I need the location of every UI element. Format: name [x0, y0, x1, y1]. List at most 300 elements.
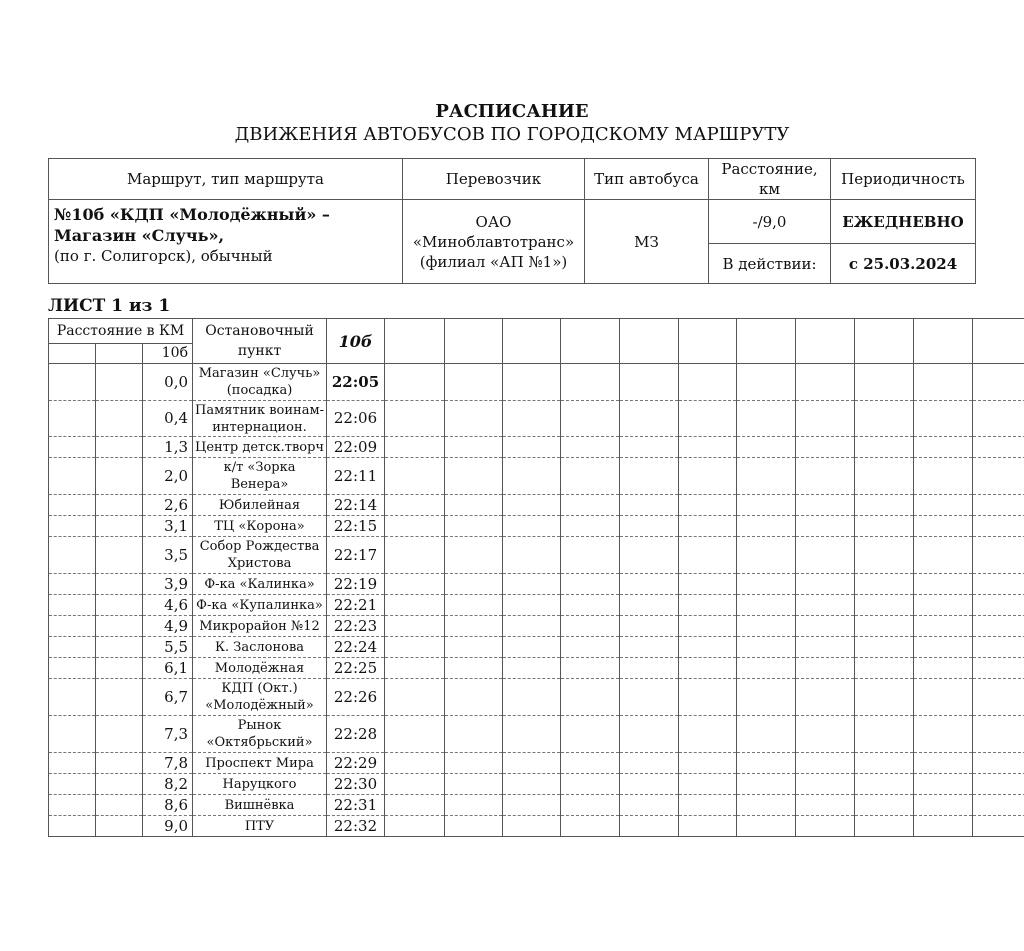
empty-trip-cell: [503, 753, 561, 774]
empty-trip-cell: [445, 658, 503, 679]
empty-distance-cell: [96, 495, 143, 516]
departure-time-cell: 22:32: [327, 816, 385, 837]
empty-trip-cell: [503, 716, 561, 753]
empty-distance-cell: [96, 401, 143, 437]
empty-trip-cell: [385, 816, 445, 837]
distance-km-header: Расстояние в КМ: [49, 319, 193, 344]
empty-trip-cell: [855, 795, 914, 816]
route-name-line2: Магазин «Случь»,: [54, 226, 225, 245]
empty-trip-cell: [737, 616, 796, 637]
empty-trip-cell: [796, 716, 855, 753]
empty-trip-cell: [973, 537, 1024, 574]
empty-trip-cell: [385, 401, 445, 437]
empty-trip-cell: [679, 679, 737, 716]
empty-trip-cell: [385, 658, 445, 679]
empty-trip-cell: [385, 716, 445, 753]
empty-trip-cell: [385, 516, 445, 537]
stop-name-cell: Молодёжная: [193, 658, 327, 679]
empty-trip-cell: [855, 401, 914, 437]
empty-trip-cell: [855, 516, 914, 537]
empty-distance-cell: [96, 574, 143, 595]
empty-trip-cell: [796, 516, 855, 537]
empty-trip-cell: [914, 437, 973, 458]
table-row: [49, 716, 1024, 753]
empty-distance-cell: [96, 816, 143, 837]
empty-trip-cell: [973, 595, 1024, 616]
stop-name-cell: Микрорайон №12: [193, 616, 327, 637]
empty-trip-cell: [679, 753, 737, 774]
departure-time-cell: 22:05: [327, 364, 385, 401]
table-row: [49, 679, 1024, 716]
table-row: [49, 774, 1024, 795]
stop-column-header: Остановочный пункт: [193, 319, 327, 364]
departure-time-cell: 22:21: [327, 595, 385, 616]
empty-trip-cell: [385, 753, 445, 774]
empty-trip-cell: [679, 516, 737, 537]
empty-trip-cell: [503, 458, 561, 495]
trip-column-header: [561, 319, 620, 364]
km-cell: 3,9: [143, 574, 193, 595]
empty-trip-cell: [973, 437, 1024, 458]
table-row: [49, 574, 1024, 595]
stop-name-cell: Рынок «Октябрьский»: [193, 716, 327, 753]
table-row: [49, 516, 1024, 537]
trip-column-header: [503, 319, 561, 364]
empty-trip-cell: [679, 495, 737, 516]
empty-trip-cell: [445, 574, 503, 595]
departure-time-cell: 22:09: [327, 437, 385, 458]
empty-trip-cell: [503, 816, 561, 837]
trip-column-header: [385, 319, 445, 364]
empty-trip-cell: [679, 458, 737, 495]
empty-trip-cell: [796, 816, 855, 837]
empty-trip-cell: [855, 753, 914, 774]
stop-name-cell: Наруцкого: [193, 774, 327, 795]
empty-trip-cell: [973, 658, 1024, 679]
empty-trip-cell: [796, 537, 855, 574]
empty-trip-cell: [385, 616, 445, 637]
carrier-line1: ОАО: [475, 212, 512, 231]
empty-trip-cell: [855, 364, 914, 401]
trip-column-header: [914, 319, 973, 364]
empty-trip-cell: [445, 537, 503, 574]
empty-trip-cell: [620, 795, 679, 816]
empty-trip-cell: [855, 637, 914, 658]
table-row: [49, 637, 1024, 658]
empty-trip-cell: [855, 774, 914, 795]
stop-name-cell: Магазин «Случь» (посадка): [193, 364, 327, 401]
empty-trip-cell: [855, 616, 914, 637]
empty-trip-cell: [620, 401, 679, 437]
document-title: РАСПИСАНИЕ: [435, 101, 589, 122]
empty-distance-cell: [49, 637, 96, 658]
empty-trip-cell: [796, 364, 855, 401]
bus-type-cell: МЗ: [585, 200, 709, 284]
empty-trip-cell: [385, 595, 445, 616]
empty-trip-cell: [737, 774, 796, 795]
trip-column-header: [796, 319, 855, 364]
route-name-line1: №10б «КДП «Молодёжный» –: [54, 205, 330, 224]
empty-trip-cell: [914, 516, 973, 537]
km-cell: 0,0: [143, 364, 193, 401]
empty-trip-cell: [737, 401, 796, 437]
empty-trip-cell: [914, 679, 973, 716]
empty-trip-cell: [503, 495, 561, 516]
km-cell: 5,5: [143, 637, 193, 658]
empty-trip-cell: [796, 637, 855, 658]
empty-trip-cell: [914, 795, 973, 816]
empty-trip-cell: [914, 495, 973, 516]
km-cell: 0,4: [143, 401, 193, 437]
stop-name-cell: Памятник воинам-интернацион.: [193, 401, 327, 437]
empty-trip-cell: [679, 658, 737, 679]
empty-distance-cell: [49, 574, 96, 595]
empty-trip-cell: [503, 658, 561, 679]
km-cell: 4,6: [143, 595, 193, 616]
empty-trip-cell: [620, 516, 679, 537]
empty-trip-cell: [503, 364, 561, 401]
empty-distance-cell: [49, 537, 96, 574]
schedule-table: [48, 318, 1024, 837]
table-row: [49, 437, 1024, 458]
carrier-cell: [403, 200, 585, 284]
empty-trip-cell: [385, 795, 445, 816]
empty-trip-cell: [973, 458, 1024, 495]
km-cell: 1,3: [143, 437, 193, 458]
empty-distance-cell: [96, 658, 143, 679]
empty-distance-cell: [96, 595, 143, 616]
km-cell: 9,0: [143, 816, 193, 837]
empty-distance-cell: [49, 595, 96, 616]
stop-name-cell: Ф-ка «Купалинка»: [193, 595, 327, 616]
empty-distance-cell: [96, 537, 143, 574]
table-row: [49, 658, 1024, 679]
empty-distance-cell: [96, 753, 143, 774]
departure-time-cell: 22:30: [327, 774, 385, 795]
trip-column-header: [855, 319, 914, 364]
empty-trip-cell: [561, 495, 620, 516]
empty-trip-cell: [503, 774, 561, 795]
empty-trip-cell: [445, 495, 503, 516]
empty-trip-cell: [855, 537, 914, 574]
stop-name-cell: КДП (Окт.) «Молодёжный»: [193, 679, 327, 716]
empty-trip-cell: [620, 437, 679, 458]
in-effect-date: с 25.03.2024: [831, 244, 976, 284]
empty-trip-cell: [503, 401, 561, 437]
empty-trip-cell: [561, 816, 620, 837]
empty-trip-cell: [561, 364, 620, 401]
route-info-table: [48, 158, 976, 284]
empty-trip-cell: [914, 716, 973, 753]
empty-trip-cell: [620, 537, 679, 574]
empty-trip-cell: [620, 658, 679, 679]
empty-trip-cell: [855, 458, 914, 495]
empty-trip-cell: [973, 364, 1024, 401]
empty-trip-cell: [561, 637, 620, 658]
empty-trip-cell: [679, 595, 737, 616]
empty-distance-cell: [96, 716, 143, 753]
empty-trip-cell: [503, 637, 561, 658]
empty-trip-cell: [679, 795, 737, 816]
km-cell: 7,3: [143, 716, 193, 753]
empty-trip-cell: [503, 537, 561, 574]
empty-distance-cell: [96, 637, 143, 658]
empty-trip-cell: [679, 816, 737, 837]
empty-distance-cell: [49, 437, 96, 458]
empty-distance-cell: [49, 795, 96, 816]
empty-trip-cell: [914, 458, 973, 495]
km-cell: 2,0: [143, 458, 193, 495]
trip-column-header: [737, 319, 796, 364]
km-cell: 3,1: [143, 516, 193, 537]
empty-trip-cell: [385, 679, 445, 716]
empty-trip-cell: [679, 537, 737, 574]
empty-trip-cell: [855, 595, 914, 616]
empty-trip-cell: [561, 537, 620, 574]
empty-trip-cell: [796, 495, 855, 516]
carrier-line2: «Миноблавтотранс»: [412, 232, 575, 251]
empty-trip-cell: [620, 364, 679, 401]
empty-distance-cell: [96, 795, 143, 816]
distance-subcol-header: [49, 344, 96, 364]
empty-trip-cell: [561, 401, 620, 437]
empty-trip-cell: [385, 637, 445, 658]
empty-trip-cell: [445, 679, 503, 716]
departure-time-cell: 22:14: [327, 495, 385, 516]
empty-distance-cell: [96, 616, 143, 637]
km-cell: 8,6: [143, 795, 193, 816]
empty-trip-cell: [973, 637, 1024, 658]
route-type: (по г. Солигорск), обычный: [54, 247, 273, 265]
stop-name-cell: Центр детск.творч: [193, 437, 327, 458]
empty-trip-cell: [561, 716, 620, 753]
empty-trip-cell: [737, 637, 796, 658]
km-cell: 7,8: [143, 753, 193, 774]
empty-trip-cell: [914, 637, 973, 658]
stop-name-cell: ТЦ «Корона»: [193, 516, 327, 537]
empty-distance-cell: [49, 495, 96, 516]
in-effect-label: В действии:: [709, 244, 831, 284]
empty-distance-cell: [49, 458, 96, 495]
empty-trip-cell: [914, 753, 973, 774]
document-subtitle: ДВИЖЕНИЯ АВТОБУСОВ ПО ГОРОДСКОМУ МАРШРУТУ: [234, 124, 790, 145]
stop-name-cell: Собор Рождества Христова: [193, 537, 327, 574]
empty-trip-cell: [445, 774, 503, 795]
empty-distance-cell: [49, 616, 96, 637]
empty-trip-cell: [445, 595, 503, 616]
empty-trip-cell: [561, 595, 620, 616]
empty-trip-cell: [620, 816, 679, 837]
carrier-col-header: Перевозчик: [403, 159, 585, 200]
empty-trip-cell: [973, 816, 1024, 837]
empty-distance-cell: [96, 364, 143, 401]
empty-trip-cell: [796, 658, 855, 679]
empty-trip-cell: [796, 595, 855, 616]
empty-trip-cell: [914, 401, 973, 437]
stop-name-cell: Проспект Мира: [193, 753, 327, 774]
empty-trip-cell: [620, 495, 679, 516]
empty-distance-cell: [96, 437, 143, 458]
empty-trip-cell: [679, 401, 737, 437]
distance-col-header: Расстояние, км: [709, 159, 831, 200]
empty-trip-cell: [503, 437, 561, 458]
empty-trip-cell: [445, 364, 503, 401]
empty-trip-cell: [503, 595, 561, 616]
empty-trip-cell: [445, 458, 503, 495]
table-row: [49, 616, 1024, 637]
departure-time-cell: 22:28: [327, 716, 385, 753]
sheet-label: ЛИСТ 1 из 1: [48, 296, 171, 316]
empty-trip-cell: [445, 516, 503, 537]
empty-trip-cell: [385, 574, 445, 595]
distance-route-subheader: 10б: [143, 344, 193, 364]
empty-trip-cell: [385, 458, 445, 495]
stop-name-cell: Вишнёвка: [193, 795, 327, 816]
trip-column-header: [620, 319, 679, 364]
empty-trip-cell: [855, 716, 914, 753]
empty-trip-cell: [737, 437, 796, 458]
empty-trip-cell: [620, 753, 679, 774]
km-cell: 6,7: [143, 679, 193, 716]
empty-trip-cell: [561, 516, 620, 537]
empty-trip-cell: [561, 437, 620, 458]
empty-trip-cell: [561, 616, 620, 637]
empty-trip-cell: [914, 816, 973, 837]
empty-trip-cell: [973, 774, 1024, 795]
empty-trip-cell: [620, 595, 679, 616]
empty-trip-cell: [796, 458, 855, 495]
empty-trip-cell: [973, 679, 1024, 716]
departure-time-cell: 22:19: [327, 574, 385, 595]
empty-trip-cell: [973, 401, 1024, 437]
departure-time-cell: 22:24: [327, 637, 385, 658]
empty-distance-cell: [49, 816, 96, 837]
departure-time-cell: 22:31: [327, 795, 385, 816]
stop-name-cell: К. Заслонова: [193, 637, 327, 658]
empty-trip-cell: [620, 616, 679, 637]
empty-trip-cell: [914, 537, 973, 574]
empty-trip-cell: [914, 616, 973, 637]
empty-trip-cell: [796, 437, 855, 458]
empty-trip-cell: [620, 637, 679, 658]
route-col-header: Маршрут, тип маршрута: [49, 159, 403, 200]
empty-trip-cell: [503, 616, 561, 637]
empty-trip-cell: [855, 679, 914, 716]
empty-trip-cell: [855, 495, 914, 516]
departure-time-cell: 22:17: [327, 537, 385, 574]
distance-subcol-header: [96, 344, 143, 364]
empty-trip-cell: [445, 716, 503, 753]
km-cell: 2,6: [143, 495, 193, 516]
empty-trip-cell: [620, 716, 679, 753]
empty-trip-cell: [737, 716, 796, 753]
empty-distance-cell: [96, 516, 143, 537]
departure-time-cell: 22:29: [327, 753, 385, 774]
empty-trip-cell: [445, 437, 503, 458]
empty-trip-cell: [503, 516, 561, 537]
distance-cell: -/9,0: [709, 200, 831, 244]
empty-trip-cell: [561, 458, 620, 495]
stop-name-cell: к/т «Зорка Венера»: [193, 458, 327, 495]
empty-distance-cell: [96, 774, 143, 795]
empty-trip-cell: [796, 795, 855, 816]
route-description: [49, 200, 403, 284]
bus-type-col-header: Тип автобуса: [585, 159, 709, 200]
empty-trip-cell: [855, 437, 914, 458]
periodicity-cell: ЕЖЕДНЕВНО: [831, 200, 976, 244]
empty-trip-cell: [620, 574, 679, 595]
empty-trip-cell: [973, 616, 1024, 637]
empty-trip-cell: [796, 774, 855, 795]
empty-distance-cell: [96, 679, 143, 716]
empty-trip-cell: [973, 795, 1024, 816]
empty-trip-cell: [737, 795, 796, 816]
empty-trip-cell: [385, 774, 445, 795]
stop-name-cell: Ф-ка «Калинка»: [193, 574, 327, 595]
empty-trip-cell: [385, 364, 445, 401]
empty-trip-cell: [679, 716, 737, 753]
km-cell: 3,5: [143, 537, 193, 574]
empty-trip-cell: [737, 753, 796, 774]
empty-trip-cell: [620, 679, 679, 716]
trip-column-header: [973, 319, 1024, 364]
empty-trip-cell: [620, 458, 679, 495]
empty-trip-cell: [445, 401, 503, 437]
empty-trip-cell: [679, 574, 737, 595]
table-row: [49, 795, 1024, 816]
empty-trip-cell: [561, 774, 620, 795]
empty-trip-cell: [503, 679, 561, 716]
empty-trip-cell: [620, 774, 679, 795]
empty-trip-cell: [973, 716, 1024, 753]
empty-trip-cell: [445, 753, 503, 774]
empty-trip-cell: [679, 616, 737, 637]
trip-column-header: [445, 319, 503, 364]
empty-trip-cell: [445, 795, 503, 816]
km-cell: 4,9: [143, 616, 193, 637]
empty-trip-cell: [973, 753, 1024, 774]
empty-trip-cell: [737, 516, 796, 537]
empty-trip-cell: [914, 774, 973, 795]
empty-trip-cell: [914, 364, 973, 401]
departure-time-cell: 22:15: [327, 516, 385, 537]
departure-time-cell: 22:25: [327, 658, 385, 679]
table-row: [49, 401, 1024, 437]
empty-distance-cell: [49, 679, 96, 716]
stop-name-cell: Юбилейная: [193, 495, 327, 516]
empty-trip-cell: [679, 774, 737, 795]
empty-distance-cell: [49, 753, 96, 774]
empty-trip-cell: [737, 458, 796, 495]
km-cell: 6,1: [143, 658, 193, 679]
empty-trip-cell: [737, 595, 796, 616]
empty-trip-cell: [796, 753, 855, 774]
empty-distance-cell: [49, 774, 96, 795]
route-column-header: 10б: [327, 319, 385, 364]
table-row: [49, 537, 1024, 574]
departure-time-cell: 22:11: [327, 458, 385, 495]
empty-trip-cell: [679, 364, 737, 401]
empty-trip-cell: [385, 495, 445, 516]
empty-trip-cell: [503, 574, 561, 595]
empty-trip-cell: [561, 658, 620, 679]
empty-trip-cell: [737, 679, 796, 716]
empty-trip-cell: [503, 795, 561, 816]
empty-trip-cell: [796, 616, 855, 637]
empty-trip-cell: [385, 437, 445, 458]
table-row: [49, 458, 1024, 495]
table-row: [49, 753, 1024, 774]
